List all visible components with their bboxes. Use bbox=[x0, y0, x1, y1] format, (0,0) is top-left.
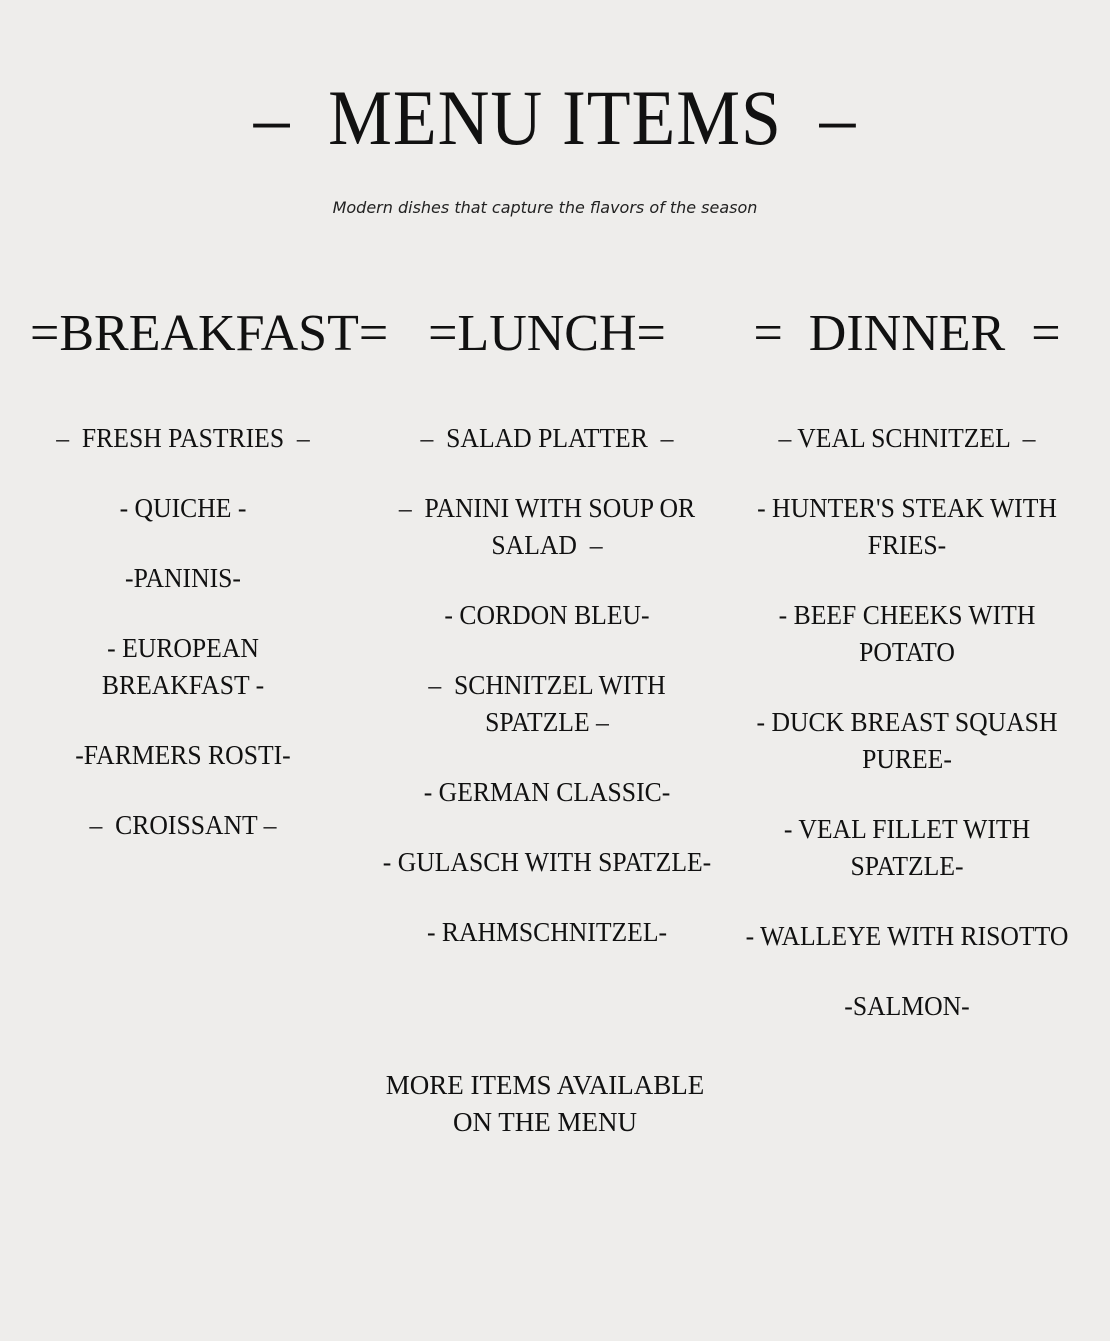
dinner-item: - DUCK BREAST SQUASH PUREE- bbox=[756, 707, 1064, 774]
lunch-item: - RAHMSCHNITZEL- bbox=[426, 917, 668, 947]
dinner-section bbox=[724, 300, 1090, 1058]
breakfast-item: -PANINIS- bbox=[125, 563, 241, 593]
lunch-heading: =LUNCH= bbox=[428, 305, 666, 362]
breakfast-item: - EUROPEAN BREAKFAST - bbox=[101, 633, 266, 700]
breakfast-heading: =BREAKFAST= bbox=[30, 305, 389, 362]
lunch-item: – PANINI WITH SOUP OR SALAD – bbox=[398, 493, 702, 560]
breakfast-item: – FRESH PASTRIES – bbox=[56, 423, 310, 453]
breakfast-item: - QUICHE - bbox=[119, 493, 247, 523]
lunch-item: - CORDON BLEU- bbox=[444, 600, 650, 630]
breakfast-section bbox=[30, 300, 389, 877]
lunch-list bbox=[372, 420, 722, 951]
breakfast-item: -FARMERS ROSTI- bbox=[75, 740, 291, 770]
more-items-note: MORE ITEMS AVAILABLE ON THE MENU bbox=[385, 1070, 705, 1137]
lunch-item: - GERMAN CLASSIC- bbox=[423, 777, 671, 807]
dinner-item: - WALLEYE WITH RISOTTO bbox=[745, 921, 1069, 951]
dinner-item: – VEAL SCHNITZEL – bbox=[778, 423, 1036, 453]
page-subtitle: Modern dishes that capture the flavors of the season bbox=[332, 198, 758, 217]
lunch-item: – SALAD PLATTER – bbox=[420, 423, 674, 453]
breakfast-list bbox=[30, 420, 336, 844]
breakfast-item: – CROISSANT – bbox=[89, 810, 277, 840]
dinner-item: - BEEF CHEEKS WITH POTATO bbox=[778, 600, 1042, 667]
dinner-heading: = DINNER = bbox=[753, 305, 1061, 362]
dinner-item: - HUNTER'S STEAK WITH FRIES- bbox=[757, 493, 1064, 560]
dinner-item: - VEAL FILLET WITH SPATZLE- bbox=[783, 814, 1037, 881]
lunch-item: - GULASCH WITH SPATZLE- bbox=[382, 847, 712, 877]
dinner-list bbox=[724, 420, 1090, 1025]
page-title: – MENU ITEMS – bbox=[253, 74, 857, 161]
dinner-item: -SALMON- bbox=[844, 991, 970, 1021]
lunch-section bbox=[372, 300, 722, 984]
lunch-item: – SCHNITZEL WITH SPATZLE – bbox=[428, 670, 673, 737]
